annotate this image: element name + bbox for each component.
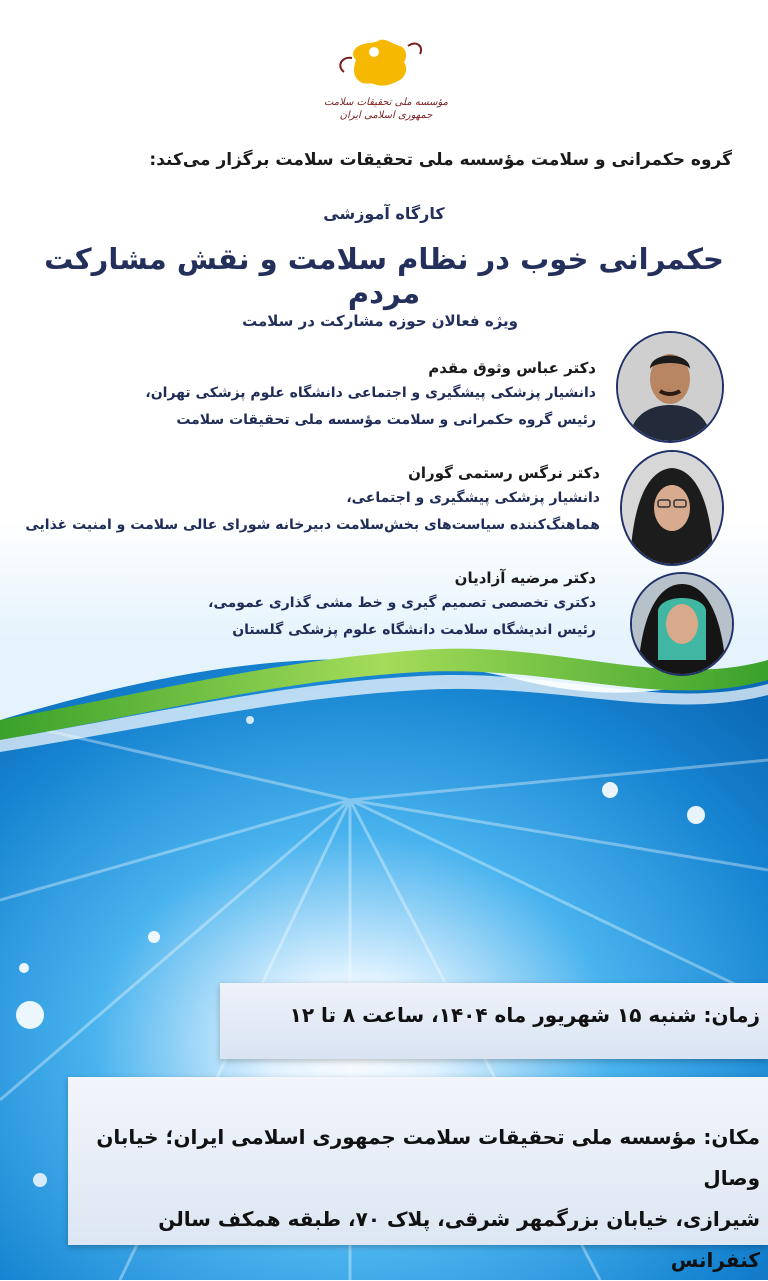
event-location (70, 1117, 760, 1281)
organizer-text: گروه حکمرانی و سلامت مؤسسه ملی تحقیقات سلامت برگزار می‌کند: (149, 150, 732, 170)
speaker-role: رئیس اندیشگاه سلامت دانشگاه علوم پزشکی گلستان (232, 622, 596, 638)
speaker-1-photo (616, 331, 724, 443)
audience-text: ویژه فعالان حوزه مشارکت در سلامت (242, 312, 518, 330)
iran-map-logo-icon (334, 36, 434, 98)
speaker-3-photo (630, 572, 734, 676)
speaker-2-photo (620, 450, 724, 566)
speaker-role: رئیس گروه حکمرانی و سلامت مؤسسه ملی تحقیقات سلامت (176, 412, 596, 428)
speaker-role: هماهنگ‌کننده سیاست‌های بخش‌سلامت دبیرخانه شورای عالی سلامت و امنیت غذایی (25, 517, 600, 533)
speaker-3 (40, 566, 596, 644)
speaker-title: دانشیار پزشکی پیشگیری و اجتماعی دانشگاه علوم پزشکی تهران، (145, 385, 596, 401)
speaker-photo-icon (632, 574, 732, 674)
speaker-photo-icon (618, 333, 722, 441)
workshop-label: کارگاه آموزشی (323, 204, 445, 223)
speaker-name: دکتر نرگس رستمی گوران (408, 464, 600, 482)
speaker-name: دکتر عباس وثوق مقدم (428, 359, 596, 377)
speaker-title: دکتری تخصصی تصمیم گیری و خط مشی گذاری عمومی، (208, 595, 596, 611)
speaker-photo-icon (622, 452, 722, 564)
time-panel (220, 983, 768, 1059)
location-panel (68, 1077, 768, 1272)
location-line-1: مکان: مؤسسه ملی تحقیقات سلامت جمهوری اسلامی ایران؛ خیابان وصال (96, 1125, 760, 1190)
page-title: حکمرانی خوب در نظام سلامت و نقش مشارکت مردم (44, 242, 724, 310)
logo-line-1: مؤسسه ملی تحقیقات سلامت (323, 97, 449, 108)
logo-text (316, 96, 456, 122)
speaker-name: دکتر مرضیه آزادیان (454, 569, 596, 587)
speaker-2 (25, 461, 600, 539)
event-time: زمان: شنبه ۱۵ شهریور ماه ۱۴۰۴، ساعت ۸ تا ۱۲ (289, 1003, 760, 1027)
speaker-title: دانشیار پزشکی پیشگیری و اجتماعی، (346, 490, 600, 506)
location-line-2: شیرازی، خیابان بزرگمهر شرقی، پلاک ۷۰، طبقه همکف سالن کنفرانس (158, 1207, 760, 1272)
speaker-1 (40, 356, 596, 434)
logo-line-2: جمهوری اسلامی ایران (339, 110, 433, 121)
